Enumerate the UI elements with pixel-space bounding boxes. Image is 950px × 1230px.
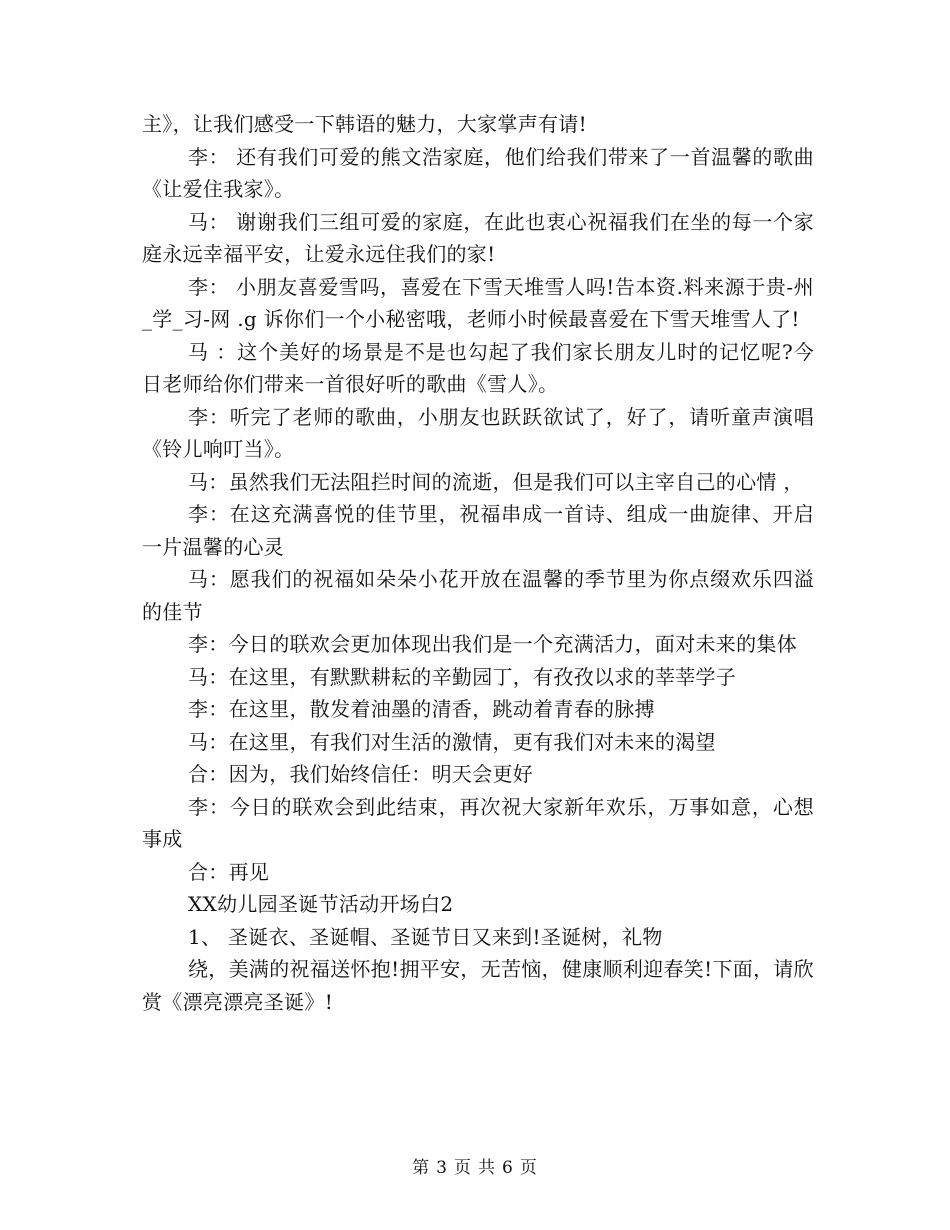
paragraph: 1、 圣诞衣、圣诞帽、圣诞节日又来到!圣诞树，礼物 [188,924,663,949]
paragraph: 马：在这里，有默默耕耘的辛勤园丁，有孜孜以求的莘莘学子 [188,664,737,689]
paragraph: 绕，美满的祝福送怀抱!拥平安，无苦恼，健康顺利迎春笑!下面，请欣赏《漂亮漂亮圣诞》! [142,957,814,1014]
paragraph: 合：再见 [188,859,270,884]
paragraph: 主》，让我们感受一下韩语的魅力，大家掌声有请! [142,112,587,136]
paragraph: 合：因为，我们始终信任：明天会更好 [188,762,534,786]
paragraph: 马：虽然我们无法阻拦时间的流逝，但是我们可以主宰自己的心情 ， [188,469,804,494]
paragraph: 李： 小朋友喜爱雪吗，喜爱在下雪天堆雪人吗!告本资.料来源于贵-州_学_习-网 .g 诉你们一个小秘密哦，老师小时候最喜爱在下雪天堆雪人了! [142,274,814,331]
footer-suffix: 页 [519,1158,538,1178]
footer-total-word: 共 [478,1158,496,1178]
page-footer [0,1153,950,1178]
paragraph: 李： 还有我们可爱的熊文浩家庭，他们给我们带来了一首温馨的歌曲《让爱住我家》。 [142,144,814,201]
paragraph: 马：愿我们的祝福如朵朵小花开放在温馨的季节里为你点缀欢乐四溢的佳节 [142,567,814,624]
footer-page-word: 页 [454,1158,472,1178]
paragraph: 马：在这里，有我们对生活的激情，更有我们对未来的渴望 [188,729,716,754]
paragraph: 马： 谢谢我们三组可爱的家庭，在此也衷心祝福我们在坐的每一个家庭永远幸福平安，让爱永远住我们的家! [142,209,814,266]
paragraph: 马 ：这个美好的场景是不是也勾起了我们家长朋友儿时的记忆呢?今日老师给你们带来一首很好听的歌曲《雪人》。 [142,339,814,396]
paragraph: 李：在这里，散发着油墨的清香，跳动着青春的脉搏 [188,697,655,721]
document-body [142,108,814,1018]
section-heading: XX幼儿园圣诞节活动开场白2 [188,892,454,916]
paragraph: 李：今日的联欢会到此结束，再次祝大家新年欢乐，万事如意，心想事成 [142,794,814,851]
footer-prefix: 第 [412,1158,431,1178]
current-page-number: 3 [436,1158,448,1178]
paragraph: 李：今日的联欢会更加体现出我们是一个充满活力，面对未来的集体 [188,632,797,656]
paragraph: 李：在这充满喜悦的佳节里，祝福串成一首诗、组成一曲旋律、开启一片温馨的心灵 [142,502,814,559]
total-page-number: 6 [502,1158,514,1178]
paragraph: 李：听完了老师的歌曲，小朋友也跃跃欲试了，好了，请听童声演唱《铃儿响叮当》。 [142,404,814,461]
